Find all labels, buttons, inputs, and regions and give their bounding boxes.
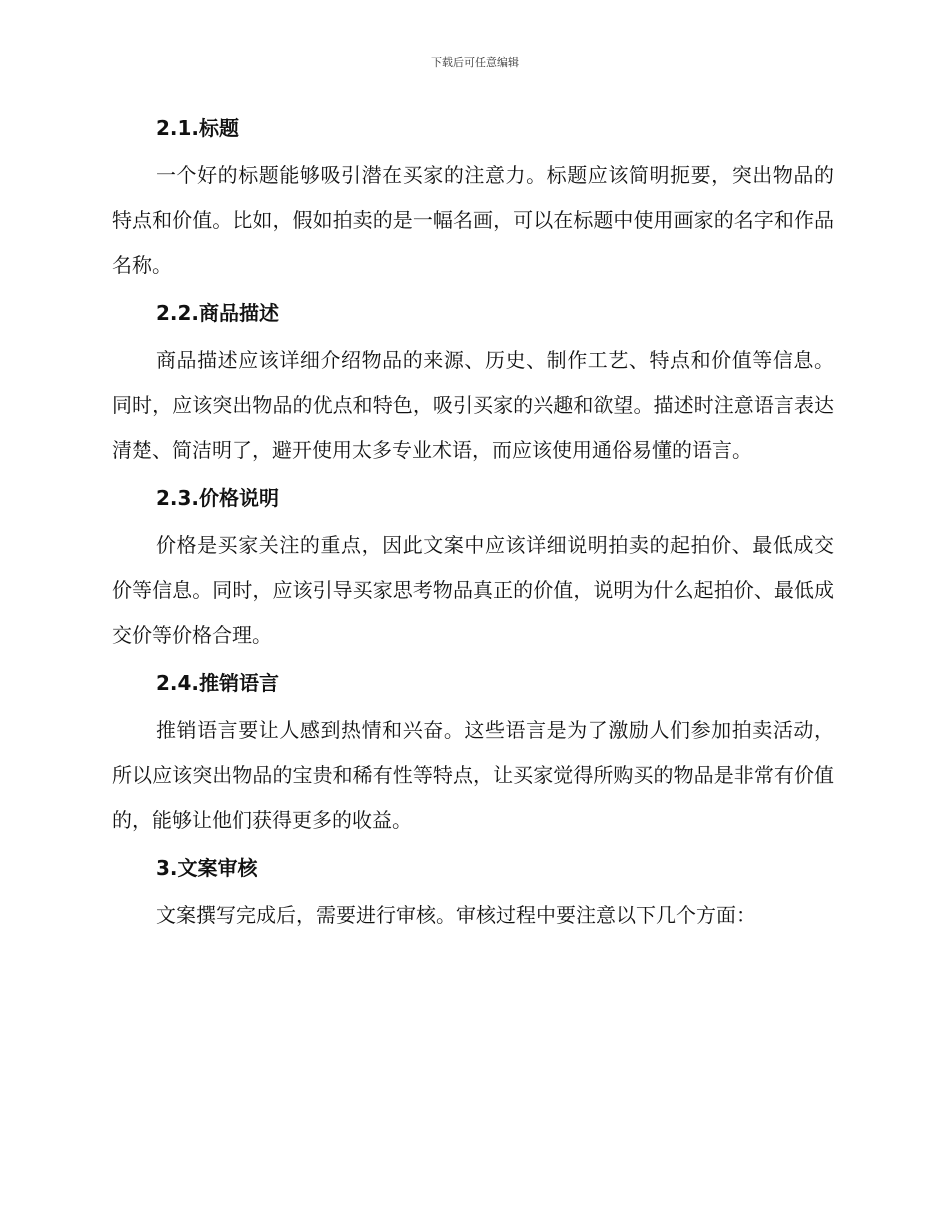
section-paragraph: 文案撰写完成后，需要进行审核。审核过程中要注意以下几个方面： — [156, 903, 756, 927]
section-heading: 3.文案审核 — [156, 856, 258, 880]
document-body — [112, 105, 834, 940]
section-paragraph: 推销语言要让人感到热情和兴奋。这些语言是为了激励人们参加拍卖活动，所以应该突出物品的宝贵和稀有性等特点，让买家觉得所购买的物品是非常有价值的，能够让他们获得更多的收益。 — [112, 718, 834, 832]
section-product-description — [112, 290, 834, 473]
section-sales-language — [112, 660, 834, 843]
section-heading: 2.1.标题 — [156, 116, 240, 140]
section-paragraph: 一个好的标题能够吸引潜在买家的注意力。标题应该简明扼要，突出物品的特点和价值。比如，假如拍卖的是一幅名画，可以在标题中使用画家的名字和作品名称。 — [112, 163, 834, 277]
page-header-note: 下载后可任意编辑 — [431, 56, 519, 69]
section-copy-review — [112, 845, 834, 938]
section-price-explanation — [112, 475, 834, 658]
section-title — [112, 105, 834, 288]
section-heading: 2.3.价格说明 — [156, 486, 280, 510]
section-paragraph: 价格是买家关注的重点，因此文案中应该详细说明拍卖的起拍价、最低成交价等信息。同时，应该引导买家思考物品真正的价值，说明为什么起拍价、最低成交价等价格合理。 — [112, 533, 834, 647]
section-heading: 2.4.推销语言 — [156, 671, 280, 695]
section-paragraph: 商品描述应该详细介绍物品的来源、历史、制作工艺、特点和价值等信息。同时，应该突出物品的优点和特色，吸引买家的兴趣和欲望。描述时注意语言表达清楚、简洁明了，避开使用太多专业术语，而应该使用通俗易懂的语言。 — [112, 348, 834, 462]
section-heading: 2.2.商品描述 — [156, 301, 280, 325]
